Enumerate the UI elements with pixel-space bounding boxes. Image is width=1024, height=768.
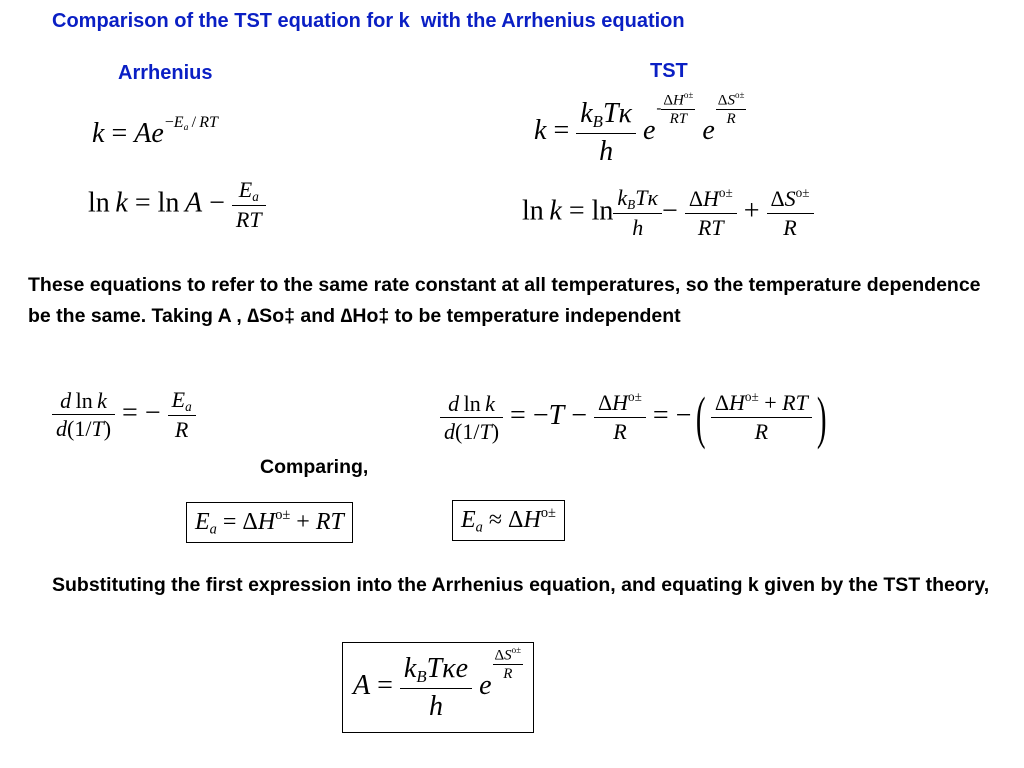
arrhenius-log-equation: ln k = ln A − $\frac{E_a}{RT}$ bbox=[88, 176, 266, 234]
tst-log-equation: ln k = ln $\frac{k_BT\kappa}{h}$ − $\frac{\Delta H^{o\pm}}{RT}$ + $\frac{\Delta S^{o\pm}}{R}$ bbox=[522, 184, 814, 242]
slide-title: Comparison of the TST equation for k with the Arrhenius equation bbox=[52, 10, 685, 32]
boxed-activation-energy-equation: $E_a = \Delta H^{o\pm}$ + RT bbox=[186, 502, 353, 543]
explanation-paragraph: These equations to refer to the same rate constant at all temperatures, so the temperature dependence be the same. Taking A , ∆So‡ and ∆Ho‡ to be temperature independent bbox=[28, 274, 981, 327]
arrhenius-equation: $k = Ae-E_a$ / RT bbox=[92, 114, 218, 149]
comparing-label: Comparing, bbox=[260, 456, 369, 478]
tst-equation: k = $\frac{k_BT\kappa}{h}$ e- $\frac{\Delta H^{o\pm}}{RT}$ e $\frac{\Delta S^{o\pm}}{R}$ bbox=[534, 90, 745, 168]
tst-derivative-equation: $\frac{\text{d ln k}}{d(1/T)}$ = −T − $\frac{\Delta H^{o\pm}}{R}$ = −( $\frac{\Delta H^{o\pm} + RT}{R}$ ) bbox=[440, 384, 831, 451]
boxed-approximation-equation: $E_a \approx \Delta H^{o\pm}$ bbox=[452, 500, 565, 541]
substitution-paragraph: Substituting the first expression into the Arrhenius equation, and equating k given by the TST theory, bbox=[52, 574, 990, 596]
arrhenius-derivative-equation: $\frac{\text{d ln k}}{d(1/T)}$ = − $\frac{E_a}{R}$ bbox=[52, 386, 196, 444]
tst-header: TST bbox=[650, 60, 688, 82]
boxed-preexponential-equation: A = $\frac{k_BT\kappa e}{h}$ e $\frac{\Delta S^{o\pm}}{R}$ bbox=[342, 642, 534, 733]
arrhenius-header: Arrhenius bbox=[118, 62, 213, 84]
